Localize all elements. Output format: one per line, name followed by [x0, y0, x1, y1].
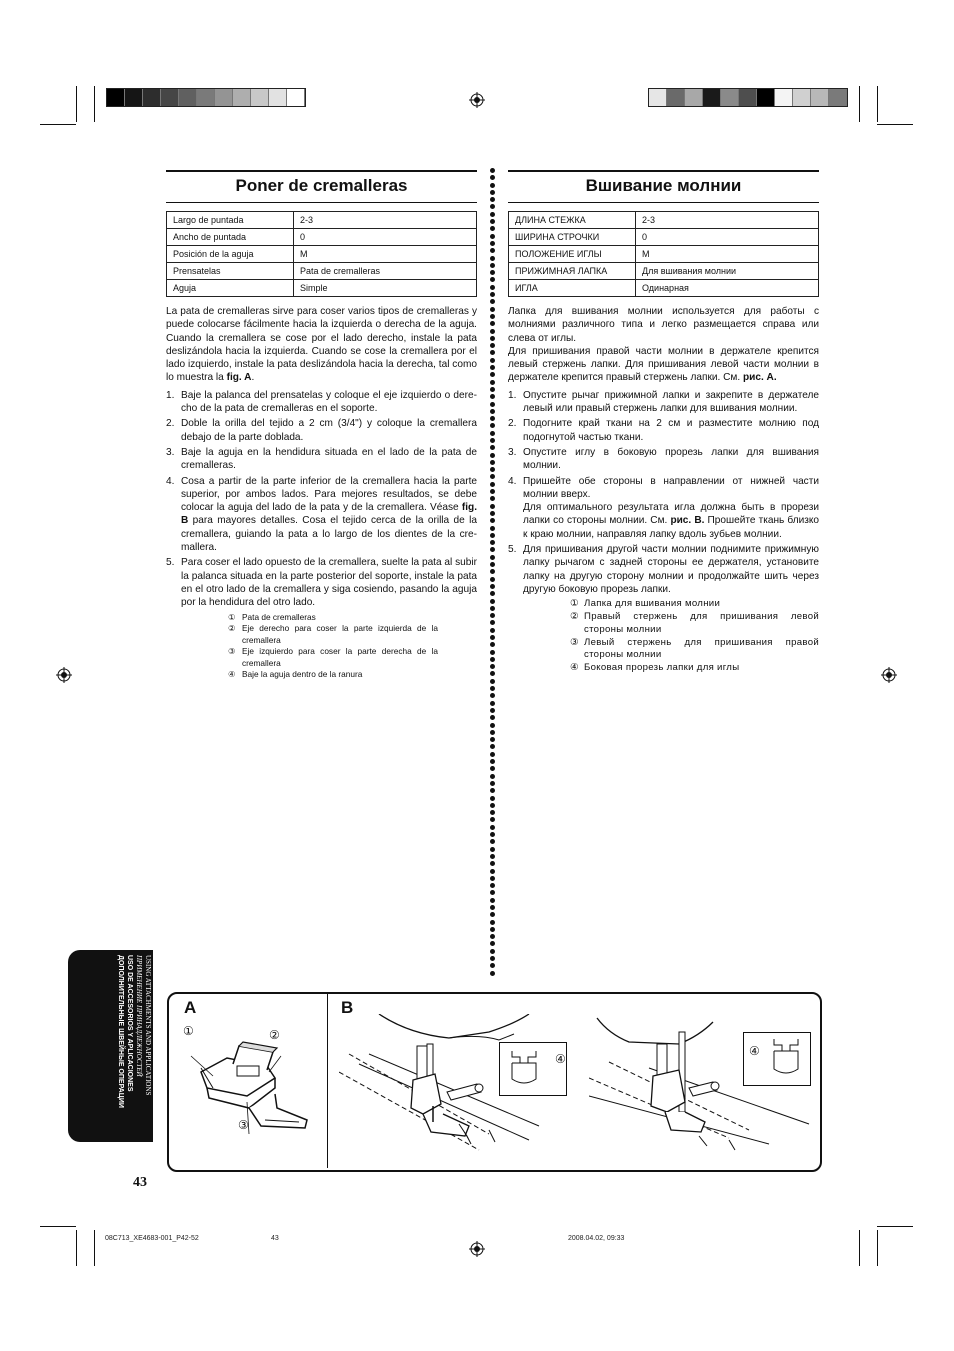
setting-key: Aguja: [167, 280, 294, 297]
divider-dot: [490, 905, 495, 910]
list-item: [166, 475, 477, 555]
divider-dot: [490, 460, 495, 465]
step-number: 1.: [166, 389, 175, 401]
legend-text: Левый стержень для пришивания правой стороны молнии: [584, 636, 819, 661]
legend-text: Боковая прорезь лапки для иглы: [584, 662, 740, 674]
divider-dot: [490, 372, 495, 377]
divider-dot: [490, 949, 495, 954]
divider-dot: [490, 664, 495, 669]
divider-dot: [490, 730, 495, 735]
steps-list-spanish: [166, 389, 477, 610]
divider-dot: [490, 168, 495, 173]
divider-dot: [490, 774, 495, 779]
setting-value: M: [636, 246, 819, 263]
divider-dot: [490, 569, 495, 574]
divider-dot: [490, 577, 495, 582]
setting-key: Posición de la aguja: [167, 246, 294, 263]
step-text: Для пришивания другой части молнии поднимите прижимную лапку рычагом с задней стороны ее держателя, установите лапку на другую сторону молнии и продолжайте шить через другую боковую прорезь лапки.: [523, 544, 819, 595]
divider-dot: [490, 343, 495, 348]
divider-dot: [490, 701, 495, 706]
divider-dot: [490, 248, 495, 253]
divider-dot: [490, 693, 495, 698]
divider-dot: [490, 876, 495, 881]
callout-1: ①: [183, 1024, 194, 1038]
column-divider-dots: [489, 168, 497, 986]
color-calibration-bar-left: [106, 88, 306, 107]
divider-dot: [490, 175, 495, 180]
legend-item: [228, 623, 438, 646]
crop-mark: [76, 86, 77, 122]
intro-paragraph: [508, 345, 819, 385]
page-number: 43: [133, 1175, 147, 1190]
divider-dot: [490, 941, 495, 946]
divider-dot: [490, 883, 495, 888]
divider-dot: [490, 744, 495, 749]
table-row: [167, 280, 477, 297]
divider-dot: [490, 708, 495, 713]
legend-item: [570, 611, 819, 637]
legend-text: Eje derecho para coser la parte izquierda de la cremallera: [242, 623, 438, 645]
legend-text: Лапка для вшивания молнии: [584, 598, 721, 610]
setting-key: ПРИЖИМНАЯ ЛАПКА: [509, 263, 636, 280]
setting-key: Ancho de puntada: [167, 229, 294, 246]
divider-dot: [490, 606, 495, 611]
step-text: para mayores detalles. Cosa el tejido cerca de la orilla de la cremallera, guiando la pata a lo largo de los dientes de la cre-mallera.: [181, 515, 477, 554]
divider-dot: [490, 796, 495, 801]
divider-dot: [490, 234, 495, 239]
side-tab-line: ПРИМЕНЕНИЕ ПРИНАДЛЕЖНОСТЕЙ: [135, 955, 143, 1077]
callout-4-second: ④: [749, 1044, 760, 1058]
legend-text: Правый стержень для пришивания левой стороны молнии: [584, 611, 819, 635]
divider-dot: [490, 927, 495, 932]
step-text: Baje la aguja en la hendidura situada en el lado de la pata de cremalleras.: [181, 446, 477, 472]
setting-key: ШИРИНА СТРОЧКИ: [509, 229, 636, 246]
setting-value: 2-3: [294, 212, 477, 229]
callout-4: ④: [555, 1052, 566, 1066]
step-text: Опустите иглу в боковую прорезь лапки для вшивания молнии.: [523, 446, 819, 472]
legend-item: [570, 598, 819, 611]
divider-dot: [490, 737, 495, 742]
setting-key: ПОЛОЖЕНИЕ ИГЛЫ: [509, 246, 636, 263]
step-number: 4.: [166, 475, 175, 487]
list-item: [508, 543, 819, 596]
divider-dot: [490, 584, 495, 589]
legend-item: [228, 646, 438, 669]
setting-key: ДЛИНА СТЕЖКА: [509, 212, 636, 229]
footer-date: 2008.04.02, 09:33: [568, 1235, 625, 1242]
divider-dot: [490, 825, 495, 830]
divider-dot: [490, 620, 495, 625]
divider-dot: [490, 920, 495, 925]
divider-dot: [490, 540, 495, 545]
divider-dot: [490, 467, 495, 472]
callout-number: ③: [570, 636, 579, 648]
legend-item: [570, 637, 819, 663]
divider-dot: [490, 847, 495, 852]
registration-target-icon: [469, 1241, 485, 1257]
crop-mark: [877, 124, 913, 125]
figure-ref: fig. A: [226, 372, 252, 384]
divider-dot: [490, 445, 495, 450]
figure-panel: [167, 992, 822, 1172]
divider-dot: [490, 350, 495, 355]
step-number: 5.: [508, 544, 517, 556]
list-item: [166, 417, 477, 444]
callout-number: ②: [228, 623, 236, 634]
step-number: 4.: [508, 475, 517, 487]
divider-dot: [490, 380, 495, 385]
divider-dot: [490, 285, 495, 290]
list-item: [166, 556, 477, 609]
divider-dot: [490, 635, 495, 640]
divider-dot: [490, 431, 495, 436]
table-row: [509, 229, 819, 246]
divider-dot: [490, 438, 495, 443]
list-item: [508, 446, 819, 473]
list-item: [508, 389, 819, 416]
section-title-spanish: Poner de cremalleras: [166, 170, 477, 203]
figure-a-label: A: [184, 998, 197, 1017]
divider-dot: [490, 657, 495, 662]
intro-text-end: .: [251, 372, 255, 384]
side-tab-text: [116, 955, 152, 1141]
divider-dot: [490, 832, 495, 837]
divider-dot: [490, 613, 495, 618]
setting-value: M: [294, 246, 477, 263]
divider-dot: [490, 715, 495, 720]
figure-ref: рис. A.: [742, 372, 777, 384]
footer-file: 08C713_XE4683-001_P42-52: [105, 1235, 199, 1242]
step-number: 2.: [166, 418, 175, 430]
divider-dot: [490, 387, 495, 392]
crop-mark: [859, 86, 860, 122]
divider-dot: [490, 956, 495, 961]
body-text-russian: [508, 305, 819, 675]
step-text: Подогните край ткани на 2 см и разместите молнию под подогнутой частью ткани.: [523, 418, 819, 443]
setting-value: Одинарная: [636, 280, 819, 297]
divider-dot: [490, 423, 495, 428]
divider-dot: [490, 591, 495, 596]
table-row: [509, 246, 819, 263]
divider-dot: [490, 810, 495, 815]
divider-dot: [490, 963, 495, 968]
divider-dot: [490, 555, 495, 560]
divider-dot: [490, 803, 495, 808]
divider-dot: [490, 628, 495, 633]
figure-ref: рис. B.: [670, 515, 705, 527]
setting-key: Largo de puntada: [167, 212, 294, 229]
registration-target-icon: [56, 667, 72, 683]
divider-dot: [490, 270, 495, 275]
legend-spanish: [228, 612, 438, 681]
figure-ref: fig. B: [181, 502, 477, 527]
divider-dot: [490, 766, 495, 771]
divider-dot: [490, 314, 495, 319]
divider-dot: [490, 197, 495, 202]
setting-value: Simple: [294, 280, 477, 297]
legend-item: [228, 669, 438, 681]
legend-text: Pata de cremalleras: [242, 611, 316, 622]
divider-dot: [490, 402, 495, 407]
needle-slot-detail-icon: [744, 1033, 810, 1085]
divider-dot: [490, 971, 495, 976]
legend-russian: [570, 598, 819, 675]
setting-key: Prensatelas: [167, 263, 294, 280]
table-row: [167, 263, 477, 280]
divider-dot: [490, 679, 495, 684]
divider-dot: [490, 307, 495, 312]
body-text-spanish: [166, 305, 477, 681]
figure-b-label: B: [341, 998, 354, 1017]
callout-number: ④: [228, 669, 236, 680]
divider-dot: [490, 518, 495, 523]
crop-mark: [40, 1226, 76, 1227]
inset-detail-box: [743, 1032, 811, 1086]
crop-mark: [877, 86, 878, 122]
intro-paragraph: [166, 305, 477, 385]
table-row: [167, 246, 477, 263]
divider-dot: [490, 599, 495, 604]
table-row: [509, 212, 819, 229]
inset-detail-box: [499, 1042, 567, 1096]
divider-dot: [490, 489, 495, 494]
divider-dot: [490, 547, 495, 552]
legend-text: Eje izquierdo para coser la parte derecha de la cremallera: [242, 646, 438, 668]
divider-dot: [490, 474, 495, 479]
section-title-russian: Вшивание молнии: [508, 170, 819, 203]
setting-value: Для вшивания молнии: [636, 263, 819, 280]
divider-dot: [490, 752, 495, 757]
divider-dot: [490, 526, 495, 531]
list-item: [166, 389, 477, 416]
step-text: Опустите рычаг прижимной лапки и закрепите в держателе левый или правый стержень лапки для вшивания молнии.: [523, 389, 819, 415]
divider-dot: [490, 817, 495, 822]
intro-paragraph: Лапка для вшивания молнии используется для работы с молниями различного типа и легко размещается справа или слева от иглы.: [508, 306, 819, 344]
divider-dot: [490, 453, 495, 458]
divider-dot: [490, 277, 495, 282]
divider-dot: [490, 183, 495, 188]
registration-target-icon: [469, 92, 485, 108]
step-text: Прошейте ткань близко к краю молнии, направляя лапку вдоль зубьев молнии.: [523, 515, 820, 540]
divider-dot: [490, 854, 495, 859]
crop-mark: [94, 86, 95, 122]
divider-dot: [490, 226, 495, 231]
crop-mark: [859, 1230, 860, 1266]
divider-dot: [490, 241, 495, 246]
chapter-side-tab: [68, 950, 153, 1142]
callout-3: ③: [238, 1118, 249, 1132]
steps-list-russian: [508, 389, 819, 596]
divider-dot: [490, 759, 495, 764]
callout-number: ②: [570, 611, 579, 623]
step-number: 1.: [508, 389, 517, 401]
list-item: [508, 475, 819, 541]
step-text: Baje la palanca del prensatelas y coloque el eje izquierdo o dere-cho de la pata de cremalleras en el soporte.: [181, 389, 477, 415]
divider-dot: [490, 204, 495, 209]
divider-dot: [490, 533, 495, 538]
divider-dot: [490, 212, 495, 217]
divider-dot: [490, 511, 495, 516]
divider-dot: [490, 723, 495, 728]
intro-text: La pata de cremalleras sirve para coser varios tipos de cremalleras y puede colocarse fácilmente hacia la izquierda o derecha de la aguja. Cuando la cremallera se cose por el lado derecho, instale la pata deslizándola hacia la izquierda. Cuando se cose la cremallera por el lado izquierdo, instale la pata deslizándola hacia la derecha, tal como lo muestra la: [166, 306, 477, 384]
divider-dot: [490, 329, 495, 334]
registration-target-icon: [881, 667, 897, 683]
divider-dot: [490, 394, 495, 399]
table-row: [509, 263, 819, 280]
list-item: [166, 446, 477, 473]
step-text: Doble la orilla del tejido a 2 cm (3/4") y coloque la cremallera debajo de la parte doblada.: [181, 418, 477, 443]
legend-text: Baje la aguja dentro de la ranura: [242, 669, 363, 680]
divider-dot: [490, 358, 495, 363]
crop-mark: [877, 1226, 913, 1227]
step-text: Пришейте обе стороны в направлении от нижней части молнии вверх.: [523, 475, 819, 500]
callout-number: ③: [228, 646, 236, 657]
settings-table-spanish: [166, 211, 477, 297]
intro-text: Для пришивания правой части молнии в держателе крепится левый стержень лапки. Для пришивания левой части молнии в держателе крепится правый стержень лапки. См.: [508, 345, 819, 384]
divider-dot: [490, 562, 495, 567]
divider-dot: [490, 839, 495, 844]
step-number: 2.: [508, 418, 517, 430]
divider-dot: [490, 890, 495, 895]
divider-dot: [490, 504, 495, 509]
divider-dot: [490, 292, 495, 297]
divider-dot: [490, 416, 495, 421]
step-text: Para coser el lado opuesto de la cremallera, suelte la pata al subir la palanca situada en la parte posterior del soporte, instale la pata en el otro lado de la cremallera y siga cosiendo, pasando la aguja por la hendidura del otro lado.: [181, 557, 477, 609]
settings-table-russian: [508, 211, 819, 297]
divider-dot: [490, 650, 495, 655]
step-number: 5.: [166, 557, 175, 569]
setting-value: Pata de cremalleras: [294, 263, 477, 280]
divider-dot: [490, 671, 495, 676]
zipper-foot-illustration: [177, 1016, 317, 1156]
list-item: [508, 417, 819, 444]
side-tab-line: USO DE ACCESORIOS Y APLICACIONES: [126, 955, 133, 1092]
divider-dot: [490, 336, 495, 341]
figure-divider: [327, 994, 328, 1168]
needle-slot-detail-icon: [500, 1043, 566, 1095]
step-number: 3.: [508, 446, 517, 458]
divider-dot: [490, 256, 495, 261]
divider-dot: [490, 781, 495, 786]
setting-key: ИГЛА: [509, 280, 636, 297]
divider-dot: [490, 365, 495, 370]
setting-value: 0: [636, 229, 819, 246]
divider-dot: [490, 934, 495, 939]
crop-mark: [94, 1230, 95, 1266]
step-text: Cosa a partir de la parte inferior de la cremallera hacia la parte superior, por ambos lados. Para mejores resultados, se debe colocar la aguja del lado de la pata y de la cremallera. Véase: [181, 475, 477, 514]
step-text: Для оптимального результата игла должна быть в прорези лапки со стороны молнии. См.: [523, 502, 819, 527]
divider-dot: [490, 861, 495, 866]
side-tab-line: ДОПОЛНИТЕЛЬНЫЕ ШВЕЙНЫЕ ОПЕРАЦИИ: [117, 955, 124, 1108]
callout-number: ①: [570, 598, 579, 610]
crop-mark: [40, 124, 76, 125]
divider-dot: [490, 321, 495, 326]
divider-dot: [490, 686, 495, 691]
callout-number: ④: [570, 662, 579, 674]
divider-dot: [490, 299, 495, 304]
setting-value: 2-3: [636, 212, 819, 229]
footer-page: 43: [271, 1235, 279, 1242]
setting-value: 0: [294, 229, 477, 246]
divider-dot: [490, 496, 495, 501]
divider-dot: [490, 898, 495, 903]
legend-item: [570, 662, 819, 675]
legend-item: [228, 612, 438, 624]
divider-dot: [490, 482, 495, 487]
table-row: [167, 229, 477, 246]
divider-dot: [490, 409, 495, 414]
divider-dot: [490, 190, 495, 195]
callout-2: ②: [269, 1028, 280, 1042]
divider-dot: [490, 263, 495, 268]
divider-dot: [490, 642, 495, 647]
side-tab-line: USING ATTACHMENTS AND APPLICATIONS: [144, 955, 152, 1096]
step-number: 3.: [166, 446, 175, 458]
divider-dot: [490, 869, 495, 874]
divider-dot: [490, 912, 495, 917]
callout-number: ①: [228, 611, 236, 622]
divider-dot: [490, 219, 495, 224]
table-row: [509, 280, 819, 297]
crop-mark: [76, 1230, 77, 1266]
crop-mark: [877, 1230, 878, 1266]
color-calibration-bar-right: [648, 88, 848, 107]
table-row: [167, 212, 477, 229]
divider-dot: [490, 788, 495, 793]
